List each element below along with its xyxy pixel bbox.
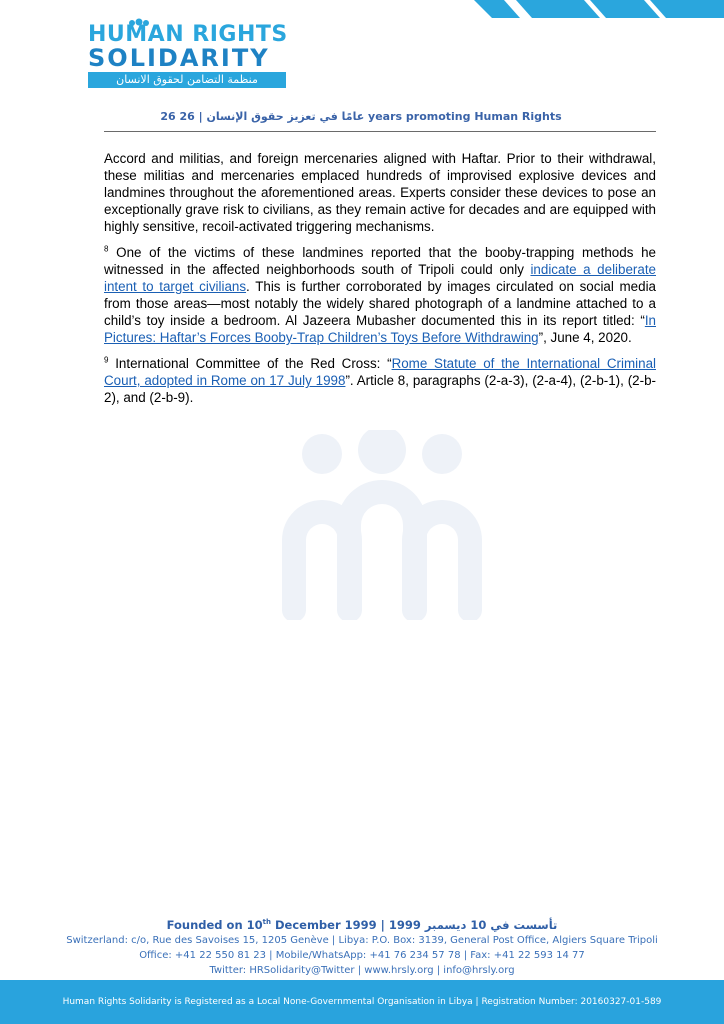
footer-founded xyxy=(0,918,724,932)
watermark-people-icon xyxy=(282,430,482,620)
footnote-link-intent[interactable]: indicate a deliberate intent to target civilians xyxy=(104,262,656,294)
footnote-link-aljazeera-report[interactable]: In Pictures: Haftar’s Forces Booby-Trap Children’s Toys Before Withdrawing xyxy=(104,313,656,345)
document-body xyxy=(104,150,656,415)
footnote-link-rome-statute[interactable]: Rome Statute of the International Criminal Court, adopted in Rome on 17 July 1998 xyxy=(104,356,656,388)
footnote-number: 9 xyxy=(104,355,109,365)
footnote-text: International Committee of the Red Cross: “ xyxy=(108,356,392,371)
footer-address: Switzerland: c/o, Rue des Savoises 15, 1205 Genève | Libya: P.O. Box: 3139, General Post Office, Algiers Square Tripoli xyxy=(66,935,658,946)
footer-contact-numbers: Office: +41 22 550 81 23 | Mobile/WhatsApp: +41 76 234 57 78 | Fax: +41 22 593 14 77 xyxy=(139,950,585,961)
header-divider xyxy=(104,131,656,132)
logo-text-solidarity: SOLIDARITY xyxy=(88,44,270,72)
footer-founded-text: Founded on 10 xyxy=(166,918,263,932)
footer-founded-sup: th xyxy=(262,918,271,927)
logo-text-human-rights: HUMAN RIGHTS xyxy=(88,22,288,47)
footnote-text: . This is further corroborated by images circulated on social media from those areas—most notably the widely shared photograph of a landmine attached to a child’s toy inside a bedroom. Al Jazeera Mubasher documented this in its report titled: “ xyxy=(104,279,656,328)
header-tagline: 26 عامًا في تعزيز حقوق الإنسان | 26 years promoting Human Rights xyxy=(160,110,562,123)
organization-logo xyxy=(88,24,288,86)
footnote-text: One of the victims of these landmines reported that the booby-trapping methods he witnessed in the affected neighborhoods south of Tripoli could only xyxy=(104,245,656,277)
footnote-number: 8 xyxy=(104,244,109,254)
footer-registration-text: Human Rights Solidarity is Registered as a Local None-Governmental Organisation in Libya | Registration Number: 20160327-01-589 xyxy=(62,997,662,1007)
header-corner-stripes xyxy=(464,0,724,18)
footer-web-links[interactable]: Twitter: HRSolidarity@Twitter | www.hrsly.org | info@hrsly.org xyxy=(209,965,515,976)
logo-arabic-banner: منظمة التضامن لحقوق الانسان xyxy=(88,72,286,88)
footnote-8 xyxy=(104,244,656,346)
paragraph-continuation: Accord and militias, and foreign mercenaries aligned with Haftar. Prior to their withdrawal, these militias and mercenaries emplaced hundreds of improvised explosive devices and landmines throughout the aforementioned areas. Experts consider these devices to pose an exceptionally grave risk to civilians, as they remain active for decades and are equipped with highly sensitive, recoil-activated triggering mechanisms. xyxy=(104,151,656,234)
footnote-text: ”, June 4, 2020. xyxy=(538,330,632,345)
footnote-9 xyxy=(104,355,656,406)
footer-founded-text-rest: December 1999 | 1999 تأسست في 10 ديسمبر xyxy=(270,918,558,932)
footnote-text: ”. Article 8, paragraphs (2-a-3), (2-a-4), (2-b-1), (2-b-2), and (2-b-9). xyxy=(104,373,656,405)
footer-registration-bar xyxy=(0,980,724,1024)
